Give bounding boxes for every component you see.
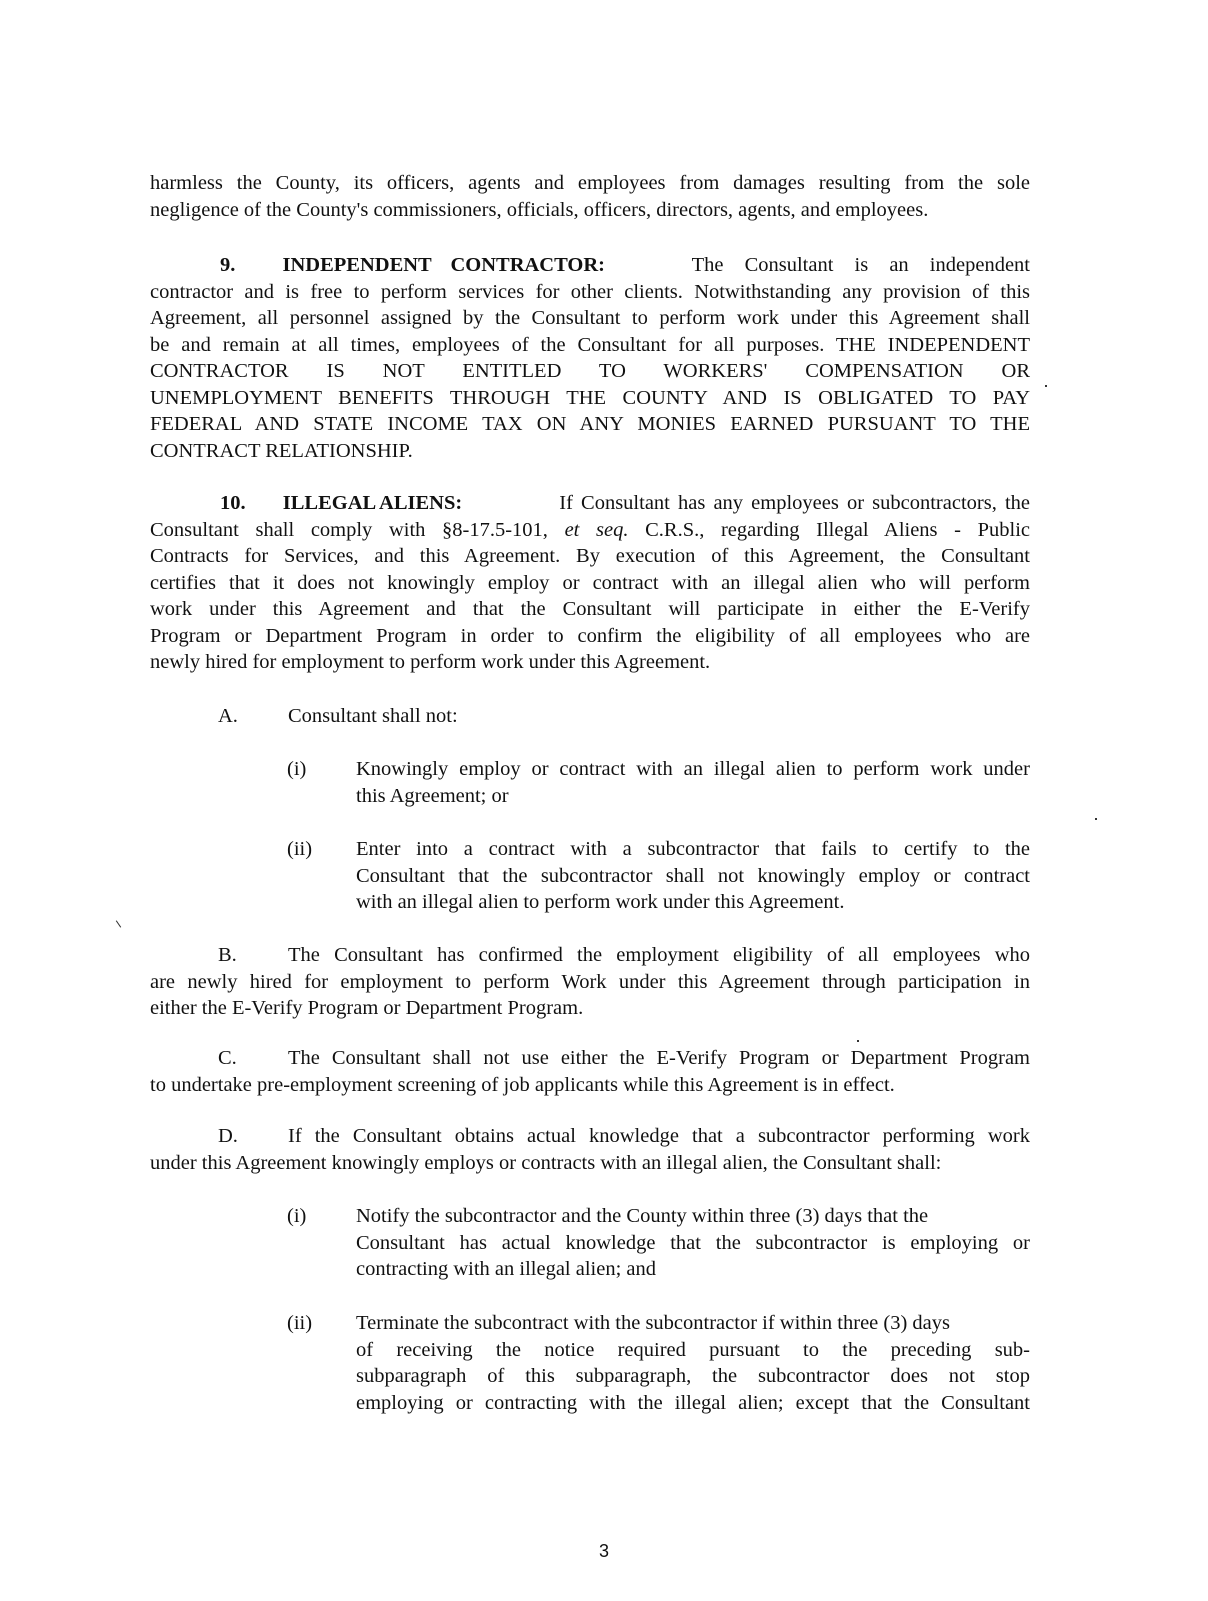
text-line: to undertake pre-employment screening of job applicants while this Agreement is in effect.: [150, 1073, 895, 1096]
text-line: be and remain at all times, employees of the Consultant for all purposes. THE INDEPENDENT: [150, 333, 1030, 356]
subsection-b: [150, 942, 1030, 1022]
text-line: Terminate the subcontract with the subcontractor if within three (3) days: [356, 1312, 951, 1334]
subsection-label: D.: [218, 1125, 238, 1147]
text-line: If Consultant has any employees or subcontractors, the: [559, 492, 1030, 514]
text-line: CONTRACTOR IS NOT ENTITLED TO WORKERS' COMPENSATION OR: [150, 360, 1030, 382]
text-line: harmless the County, its officers, agents and employees from damages resulting from the sole: [150, 172, 1030, 194]
item-label: (ii): [287, 1312, 313, 1334]
subsection-d: [150, 1123, 1030, 1176]
subsection-b-first-line: [150, 942, 1030, 969]
section-number: 10.: [220, 492, 246, 514]
text-line: certifies that it does not knowingly employ or contract with an illegal alien who will perform: [150, 571, 1030, 594]
scan-speck: [857, 1040, 859, 1042]
item-label: (i): [287, 758, 307, 780]
item-label: (i): [287, 1205, 307, 1227]
text-line: Enter into a contract with a subcontractor that fails to certify to the: [356, 838, 1030, 860]
scan-speck: [1095, 818, 1097, 820]
text-line: [150, 517, 1030, 544]
text-line: Consultant has actual knowledge that the subcontractor is employing or: [356, 1231, 1030, 1254]
scan-speck: [1045, 385, 1047, 387]
text-line: are newly hired for employment to perform Work under this Agreement through participation in: [150, 970, 1030, 993]
text-line: with an illegal alien to perform work under this Agreement.: [356, 891, 845, 913]
text-line: contractor and is free to perform services for other clients. Notwithstanding any provision of this: [150, 280, 1030, 303]
text-line: newly hired for employment to perform work under this Agreement.: [150, 651, 711, 673]
italic-fragment: et seq.: [564, 518, 629, 541]
text-line: this Agreement; or: [356, 784, 509, 807]
text-line: The Consultant has confirmed the employment eligibility of all employees who: [288, 944, 1030, 966]
section-number: 9.: [220, 254, 236, 276]
subsection-c-first-line: [150, 1045, 1030, 1072]
subsection-label: A.: [218, 705, 238, 727]
text-line: under this Agreement knowingly employs or contracts with an illegal alien, the Consultant shall:: [150, 1151, 942, 1174]
text-line: UNEMPLOYMENT BENEFITS THROUGH THE COUNTY AND IS OBLIGATED TO PAY: [150, 386, 1030, 409]
section-10-first-line: [150, 490, 1030, 517]
subsection-c: [150, 1045, 1030, 1098]
section-9: [150, 252, 1030, 464]
page-number: 3: [598, 1541, 609, 1561]
section-heading: ILLEGAL ALIENS:: [282, 492, 463, 514]
text-line: work under this Agreement and that the Consultant will participate in either the E-Verify: [150, 598, 1030, 620]
item-label: (ii): [287, 838, 313, 860]
text-line: contracting with an illegal alien; and: [356, 1258, 656, 1280]
text-line: Consultant that the subcontractor shall not knowingly employ or contract: [356, 864, 1030, 887]
text-line: of receiving the notice required pursuant to the preceding sub-: [356, 1338, 1030, 1361]
text-line: CONTRACT RELATIONSHIP.: [150, 439, 413, 462]
text-line: Notify the subcontractor and the County within three (3) days that the: [356, 1205, 929, 1227]
text-fragment: Consultant shall comply with §8-17.5-101,: [150, 518, 548, 541]
subsection-label: B.: [218, 944, 237, 966]
text-line: FEDERAL AND STATE INCOME TAX ON ANY MONIES EARNED PURSUANT TO THE: [150, 413, 1030, 435]
text-line: negligence of the County's commissioners, officials, officers, directors, agents, and employees.: [150, 198, 929, 221]
scan-mark: [116, 920, 121, 927]
text-line: subparagraph of this subparagraph, the subcontractor does not stop: [356, 1365, 1030, 1387]
section-heading: INDEPENDENT CONTRACTOR:: [282, 254, 605, 276]
text-line: Agreement, all personnel assigned by the Consultant to perform work under this Agreement shall: [150, 307, 1030, 329]
text-line: Knowingly employ or contract with an illegal alien to perform work under: [356, 758, 1030, 780]
text-line: either the E-Verify Program or Department Program.: [150, 997, 584, 1019]
section-10: [150, 490, 1030, 676]
section-9-first-line: [150, 252, 1030, 279]
text-fragment: C.R.S., regarding Illegal Aliens - Public: [645, 518, 1031, 541]
text-line: The Consultant shall not use either the E-Verify Program or Department Program: [288, 1047, 1030, 1069]
text-line: Contracts for Services, and this Agreement. By execution of this Agreement, the Consultant: [150, 545, 1030, 567]
intro-paragraph: [150, 170, 1030, 223]
text-line: Consultant shall not:: [288, 705, 458, 727]
subsection-a: [0, 703, 1208, 733]
subsection-d-first-line: [150, 1123, 1030, 1150]
text-line: employing or contracting with the illegal alien; except that the Consultant: [356, 1391, 1030, 1414]
text-line: Program or Department Program in order to confirm the eligibility of all employees who are: [150, 624, 1030, 647]
text-line: If the Consultant obtains actual knowledge that a subcontractor performing work: [288, 1125, 1030, 1147]
subsection-label: C.: [218, 1047, 237, 1069]
text-line: The Consultant is an independent: [691, 254, 1030, 276]
